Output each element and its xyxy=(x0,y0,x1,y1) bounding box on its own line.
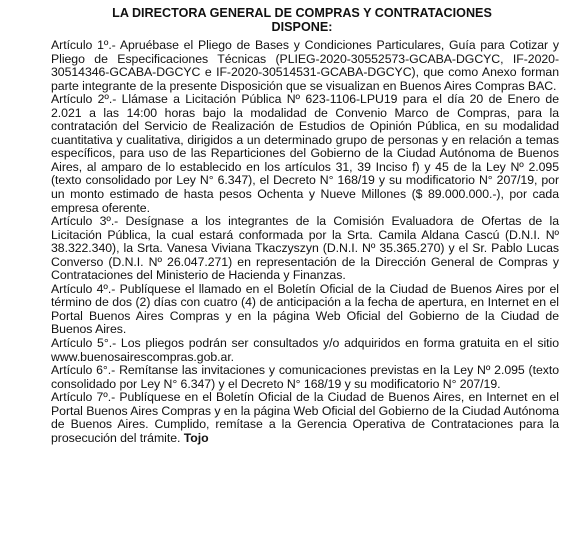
article-5: Artículo 5°.- Los pliegos podrán ser consultados y/o adquiridos en forma gratuita en el sitio www.buenosairescompras.gob.ar. xyxy=(51,336,559,364)
article-1: Artículo 1º.- Apruébase el Pliego de Bases y Condiciones Particulares, Guía para Cotizar y Pliego de Especificaciones Técnicas (PLIEG-2020-30552573-GCABA-DGCYC, IF-2020-30514346-GCABA-DGCYC e IF-2020-30514531-GCABA-DGCYC), que como Anexo forman parte integrante de la presente Disposición que se visualizan en Buenos Aires Compras BAC. xyxy=(51,38,559,93)
article-4: Artículo 4º.- Publíquese el llamado en el Boletín Oficial de la Ciudad de Buenos Aires por el término de dos (2) días con cuatro (4) de anticipación a la fecha de apertura, en Internet en el Portal Buenos Aires Compras y en la página Web Oficial del Gobierno de la Ciudad de Buenos Aires. xyxy=(51,281,559,337)
heading-title: LA DIRECTORA GENERAL DE COMPRAS Y CONTRATACIONES xyxy=(112,6,492,20)
article-3: Artículo 3º.- Desígnase a los integrantes de la Comisión Evaluadora de Ofertas de la Licitación Pública, la cual estará conformada por la Srta. Camila Aldana Cascú (D.N.I. Nº 38.322.340), la Srta. Vanesa Viviana Tkaczyszyn (D.N.I. Nº 35.365.270) y el Sr. Pablo Lucas Converso (D.N.I. Nº 26.047.271) en representación de la Dirección General de Compras y Contrataciones del Ministerio de Hacienda y Finanzas. xyxy=(51,214,559,283)
heading-dispone: DISPONE: xyxy=(271,20,333,34)
article-2: Artículo 2º.- Llámase a Licitación Pública Nº 623-1106-LPU19 para el día 20 de Enero de 2.021 a las 14:00 horas bajo la modalidad de Convenio Marco de Compras, para la contratación del Servicio de Realización de Estudios de Opinión Pública, en su modalidad cuantitativa y cualitativa, dirigidos a un determinado grupo de personas y en relación a temas específicos, para uso de las Reparticiones del Gobierno de la Ciudad Autónoma de Buenos Aires, al amparo de lo establecido en los artículos 31, 39 Inciso f) y 45 de la Ley Nº 2.095 (texto consolidado por Ley N° 6.347), el Decreto N° 168/19 y su modificatorio N° 207/19, por un monto estimado de hasta pesos Ochenta y Nueve Millones ($ 89.000.000.-), por cada empresa oferente. xyxy=(51,92,559,215)
article-7 xyxy=(51,391,559,445)
signature: Tojo xyxy=(183,430,209,445)
article-7-text: Artículo 7º.- Publíquese en el Boletín Oficial de la Ciudad de Buenos Aires, en Internet en el Portal Buenos Aires Compras y en la página Web Oficial del Gobierno de la Ciudad Autónoma de Buenos Aires. Cumplido, remítase a la Gerencia Operativa de Contrataciones para la prosecución del trámite. xyxy=(51,390,559,445)
document-heading xyxy=(51,6,559,34)
article-6: Artículo 6°.- Remítanse las invitaciones y comunicaciones previstas en la Ley Nº 2.095 (texto consolidado por Ley N° 6.347) y el Decreto N° 168/19 y su modificatorio N° 207/19. xyxy=(51,363,559,391)
